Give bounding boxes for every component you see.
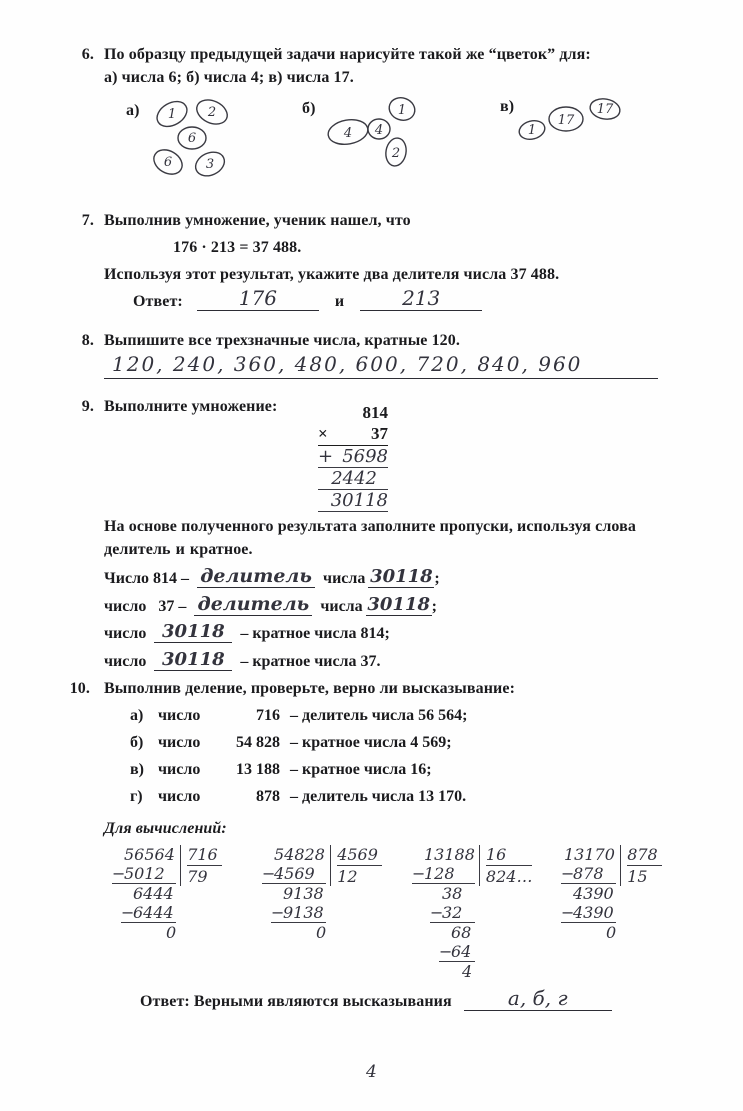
step-row xyxy=(112,864,176,884)
problem-6-text-line1: По образцу предыдущей задачи нарисуйте такой же “цветок” для: xyxy=(104,46,591,63)
calculations-label: Для вычислений: xyxy=(104,820,227,837)
page-number: 4 xyxy=(366,1062,377,1082)
problem-8-text: Выпишите все трехзначные числа, кратные 120. xyxy=(104,332,460,349)
problem-6-text-line2: а) числа 6; б) числа 4; в) числа 17. xyxy=(104,69,354,86)
quotient: 15 xyxy=(627,867,648,886)
flower-a-petal-value: 6 xyxy=(163,155,173,170)
statement-a xyxy=(130,707,467,725)
fill-suffix: ; xyxy=(434,570,440,587)
divisor: 716 xyxy=(187,845,222,866)
fill-line-3 xyxy=(104,621,390,643)
quotient: 12 xyxy=(337,867,358,886)
fill-blank xyxy=(154,621,232,643)
dividend: 56564 xyxy=(124,845,175,864)
fill-line-1 xyxy=(104,565,440,588)
multiplier: 37 xyxy=(371,424,388,443)
fill-blank xyxy=(154,649,232,671)
dividend-row xyxy=(552,845,616,864)
handwritten-word: делитель xyxy=(200,565,312,587)
flower-a-label: а) xyxy=(126,102,140,119)
step-value: 4390 xyxy=(573,903,614,922)
problem-10-answer-row xyxy=(140,986,612,1011)
step-row xyxy=(561,903,616,923)
division-work xyxy=(112,845,176,942)
fill-suffix: – кратное числа 814; xyxy=(240,625,390,642)
flower-a-petal-value: 3 xyxy=(205,157,215,172)
item-word: число xyxy=(158,761,201,778)
fill-middle: числа xyxy=(320,598,363,615)
step-value: 6444 xyxy=(133,884,174,903)
division-result xyxy=(180,845,226,886)
fill-blank xyxy=(368,566,434,588)
item-label: а) xyxy=(130,707,144,724)
remainder: 4 xyxy=(462,962,473,981)
fill-suffix: ; xyxy=(431,598,437,615)
flower-b-drawing xyxy=(318,92,438,177)
long-division-4 xyxy=(552,845,666,942)
problem-6-number: 6. xyxy=(81,46,94,63)
step-value: 128 xyxy=(424,864,455,883)
step-row xyxy=(121,903,176,923)
step-row xyxy=(450,962,475,981)
step-row xyxy=(439,923,475,942)
statement-v xyxy=(130,761,432,779)
fill-suffix: – кратное числа 37. xyxy=(240,653,381,670)
emphasis-word-2: кратное. xyxy=(189,541,253,558)
handwritten-number: 30118 xyxy=(162,649,225,670)
step-row xyxy=(561,864,616,884)
handwritten-number: 30118 xyxy=(162,621,225,642)
handwritten-word: делитель xyxy=(197,593,310,615)
handwritten-answer: 120, 240, 360, 480, 600, 720, 840, 960 xyxy=(112,352,583,376)
multiplicand: 814 xyxy=(362,403,388,422)
fill-blank xyxy=(366,594,432,616)
minus-sign: − xyxy=(271,903,285,922)
minus-sign: − xyxy=(262,864,276,883)
handwritten-answer: а, б, г xyxy=(507,986,568,1010)
minus-sign: − xyxy=(561,903,575,922)
item-value: 878 xyxy=(256,788,280,805)
minus-sign: − xyxy=(121,903,135,922)
column-multiplication xyxy=(318,403,388,512)
item-word: число xyxy=(158,788,201,805)
item-word: число xyxy=(158,734,201,751)
partial-product-1-row xyxy=(318,446,388,468)
minus-sign: − xyxy=(430,903,444,922)
long-division-3 xyxy=(412,845,536,981)
step-row xyxy=(121,884,176,903)
remainder: 0 xyxy=(606,923,617,942)
minus-sign: − xyxy=(439,942,453,961)
step-row xyxy=(561,884,616,903)
fill-middle: числа xyxy=(323,570,366,587)
problem-10-number: 10. xyxy=(69,680,90,697)
division-work xyxy=(412,845,475,981)
division-result xyxy=(620,845,666,886)
instruction-conjunction: и xyxy=(175,541,185,558)
step-row xyxy=(594,923,616,942)
step-row xyxy=(412,864,475,884)
flower-b-label: б) xyxy=(302,100,316,117)
long-division-1 xyxy=(112,845,226,942)
divisor: 878 xyxy=(627,845,662,866)
step-row xyxy=(430,884,475,903)
quotient: 824… xyxy=(485,867,533,886)
item-rest: – делитель числа 56 564; xyxy=(290,707,468,724)
product-row xyxy=(318,490,388,512)
handwritten-answer-1: 176 xyxy=(238,286,277,310)
division-result xyxy=(330,845,386,886)
fill-line-2 xyxy=(104,593,437,616)
fill-line-4 xyxy=(104,649,381,671)
problem-7-answer-row xyxy=(133,286,482,311)
long-division-2 xyxy=(262,845,386,942)
step-value: 38 xyxy=(442,884,463,903)
times-sign: × xyxy=(318,424,328,443)
problem-9-instruction-line2 xyxy=(104,541,253,559)
flower-b-center-value: 4 xyxy=(374,123,384,138)
plus-sign: + xyxy=(318,446,334,467)
flower-c-petal-value: 17 xyxy=(596,102,614,117)
item-label: в) xyxy=(130,761,144,778)
partial-product-1: 5698 xyxy=(342,446,388,467)
item-value: 13 188 xyxy=(236,761,280,778)
flower-a-center-value: 6 xyxy=(187,131,197,146)
flower-b-petal-value: 2 xyxy=(391,146,401,161)
flower-c-drawing xyxy=(512,90,652,152)
division-work xyxy=(552,845,616,942)
step-row xyxy=(154,923,176,942)
problem-9-number: 9. xyxy=(81,398,94,415)
division-result xyxy=(479,845,537,886)
problem-7-number: 7. xyxy=(81,212,94,229)
step-value: 32 xyxy=(442,903,463,922)
problem-8-number: 8. xyxy=(81,332,94,349)
flower-a-petal-value: 2 xyxy=(207,105,217,120)
item-value: 54 828 xyxy=(236,734,280,751)
item-label: б) xyxy=(130,734,144,751)
handwritten-number: 30118 xyxy=(367,594,430,615)
dividend: 54828 xyxy=(274,845,325,864)
item-rest: – кратное числа 4 569; xyxy=(290,734,452,751)
dividend: 13170 xyxy=(564,845,615,864)
handwritten-number: 30118 xyxy=(370,566,433,587)
problem-7-text-line1: Выполнив умножение, ученик нашел, что xyxy=(104,212,411,229)
divisor: 4569 xyxy=(337,845,382,866)
answer-label: Ответ: Верными являются высказывания xyxy=(140,993,452,1010)
flower-c-petal-value: 1 xyxy=(527,123,537,138)
minus-sign: − xyxy=(112,864,126,883)
fill-prefix: число 37 – xyxy=(104,598,187,615)
division-work xyxy=(262,845,326,942)
remainder: 0 xyxy=(316,923,327,942)
fill-blank xyxy=(197,565,315,588)
step-value: 878 xyxy=(573,864,604,883)
step-value: 6444 xyxy=(133,903,174,922)
problem-7-equation: 176 · 213 = 37 488. xyxy=(173,239,302,256)
problem-8-answer-row xyxy=(104,352,658,379)
statement-g xyxy=(130,788,466,806)
step-value: 68 xyxy=(451,923,472,942)
conjunction-label: и xyxy=(334,293,345,310)
partial-product-2-row xyxy=(318,468,388,490)
item-rest: – делитель числа 13 170. xyxy=(290,788,467,805)
fill-prefix: число xyxy=(104,653,147,670)
step-row xyxy=(430,903,475,923)
step-value: 5012 xyxy=(124,864,165,883)
flower-b-petal-value: 4 xyxy=(343,126,353,141)
step-value: 4569 xyxy=(274,864,315,883)
step-row xyxy=(439,942,475,962)
fill-prefix: число xyxy=(104,625,147,642)
answer-blank xyxy=(464,986,612,1011)
item-label: г) xyxy=(130,788,143,805)
problem-9-text: Выполните умножение: xyxy=(104,398,278,415)
handwritten-answer-2: 213 xyxy=(402,286,441,310)
remainder: 0 xyxy=(166,923,177,942)
flower-b-petal-value: 1 xyxy=(397,103,407,118)
step-row xyxy=(304,923,326,942)
step-row xyxy=(271,903,326,923)
item-value: 716 xyxy=(256,707,280,724)
flower-c-label: в) xyxy=(500,98,515,115)
problem-10-text: Выполнив деление, проверьте, верно ли высказывание: xyxy=(104,680,516,697)
fill-blank xyxy=(194,593,312,616)
answer-blank xyxy=(104,352,658,379)
product: 30118 xyxy=(330,490,388,511)
step-value: 9138 xyxy=(283,903,324,922)
quotient: 79 xyxy=(187,867,208,886)
multiplicand-row xyxy=(318,403,388,424)
dividend-row xyxy=(112,845,176,864)
flower-a-drawing xyxy=(140,90,260,190)
flower-a-petal-value: 1 xyxy=(167,107,177,122)
answer-blank-1 xyxy=(197,286,319,311)
answer-blank-2 xyxy=(360,286,482,311)
multiplier-row xyxy=(318,424,388,446)
problem-7-text-line2: Используя этот результат, укажите два делителя числа 37 488. xyxy=(104,266,560,283)
dividend: 13188 xyxy=(424,845,475,864)
dividend-row xyxy=(262,845,326,864)
answer-label: Ответ: xyxy=(133,293,183,310)
minus-sign: − xyxy=(561,864,575,883)
step-value: 9138 xyxy=(283,884,324,903)
emphasis-word-1: делитель xyxy=(104,541,171,558)
minus-sign: − xyxy=(412,864,426,883)
divisor: 16 xyxy=(486,845,533,866)
problem-9-instruction-line1: На основе полученного результата заполните пропуски, используя слова xyxy=(104,518,636,535)
fill-prefix: Число 814 – xyxy=(104,570,190,587)
step-value: 4390 xyxy=(573,884,614,903)
partial-product-2: 2442 xyxy=(331,468,377,489)
statement-b xyxy=(130,734,452,752)
dividend-row xyxy=(412,845,475,864)
item-word: число xyxy=(158,707,201,724)
flower-c-center-value: 17 xyxy=(557,113,575,128)
step-value: 64 xyxy=(451,942,472,961)
step-row xyxy=(262,864,326,884)
item-rest: – кратное числа 16; xyxy=(290,761,432,778)
step-row xyxy=(271,884,326,903)
